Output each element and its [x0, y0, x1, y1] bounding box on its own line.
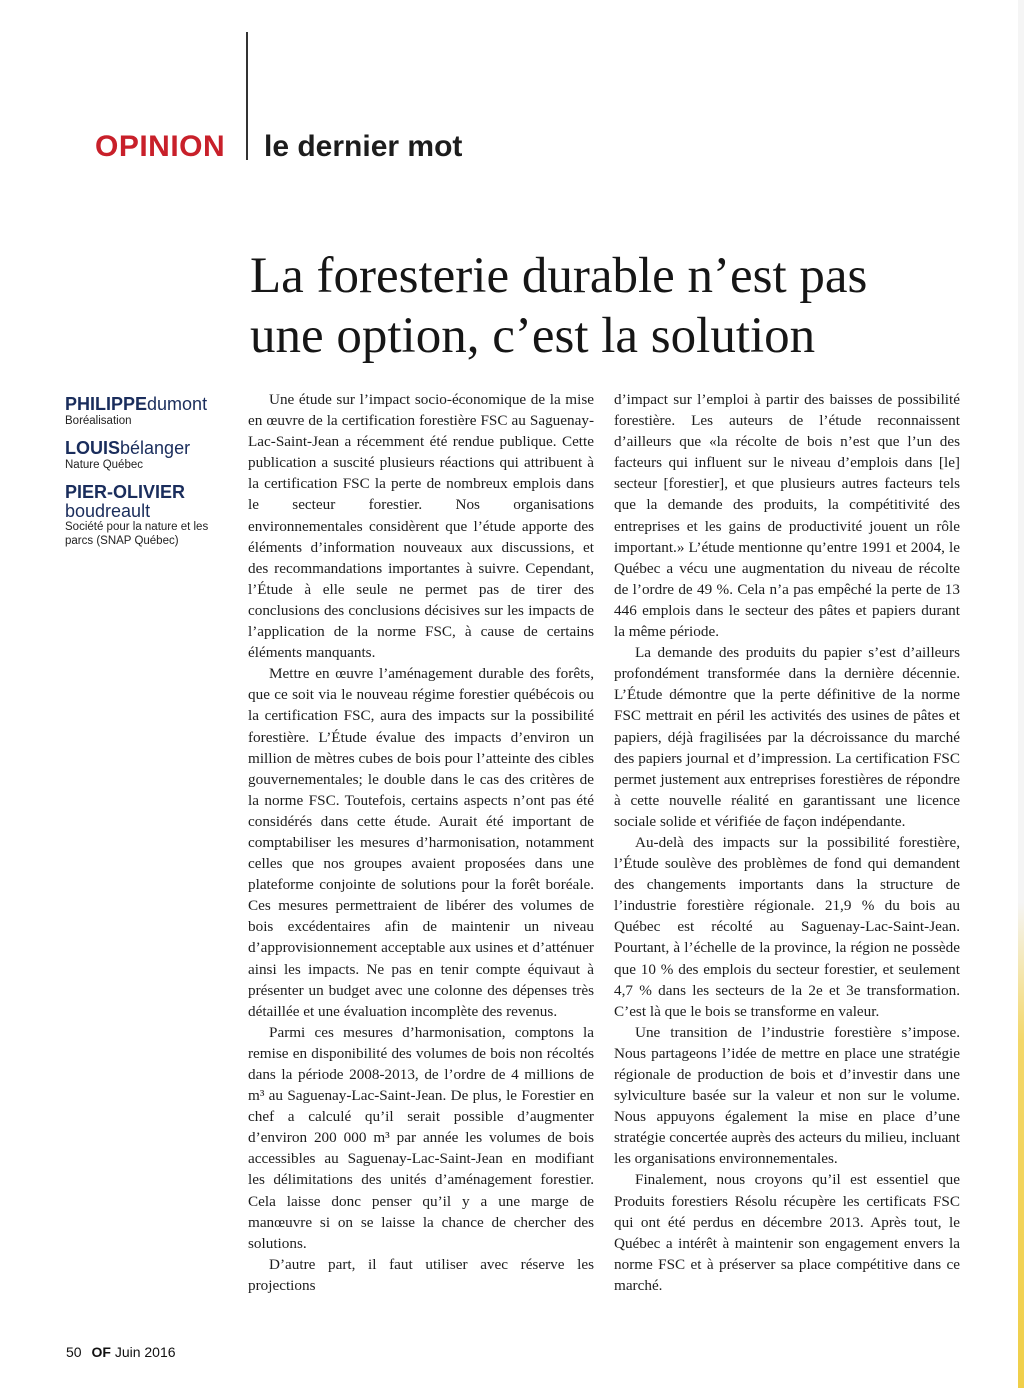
author-last-name: bélanger — [120, 438, 191, 458]
headline-line-2: une option, c’est la solution — [250, 308, 816, 364]
author-name — [65, 394, 235, 414]
author-organization: Nature Québec — [65, 459, 143, 471]
page-edge-stripe — [1018, 0, 1024, 1388]
author-first-name: LOUIS — [65, 438, 121, 458]
author-list — [65, 394, 235, 558]
article-column-2 — [614, 389, 960, 1296]
author-first-name: PHILIPPE — [65, 394, 148, 414]
magazine-name: OF — [91, 1344, 111, 1360]
author-organization: Boréalisation — [65, 415, 132, 427]
article-headline — [250, 246, 990, 366]
author-name — [65, 438, 235, 458]
author-2 — [65, 438, 235, 472]
section-label: OPINION — [95, 130, 226, 163]
author-last-name: boudreault — [65, 501, 151, 521]
issue-date: Juin 2016 — [114, 1344, 176, 1360]
paragraph: Une étude sur l’impact socio-économique de la mise en œuvre de la certification forestière FSC au Saguenay-Lac-Saint-Jean a récemment été rendue publique. Cette publication a suscité plusieurs réactions qui attribuent à la certification FSC la perte de nombreux emplois dans le secteur forestier. Nos organisations environnementales considèrent que l’étude apporte des éléments d’information nouveaux aux discussions, et des recommandations importantes à suivre. Cependant, l’Étude à elle seule ne permet pas de tirer des conclusions des conclusions décisives sur les impacts de l’application de la norme FSC, à cause de certains éléments manquants. — [248, 391, 594, 662]
paragraph: Mettre en œuvre l’aménagement durable des forêts, que ce soit via le nouveau régime forestier québécois ou la certification FSC, aura des impacts sur la possibilité forestière. L’Étude évalue des impacts d’environ un million de mètres cubes de bois pour l’atteinte des cibles gouvernementales; le double dans le cas des critères de la norme FSC. Toutefois, certains aspects n’ont pas été considérés dans cette étude. Aurait été important de comptabiliser les mesures d’harmonisation, notamment celles que nos groupes avaient proposées dans une plateforme conjointe de solutions pour la forêt boréale. Ces mesures permettraient de libérer des volumes de bois excédentaires afin de maintenir un niveau d’approvisionnement acceptable aux usines et d’atténuer ainsi les impacts. Ne pas en tenir compte équivaut à présenter un budget avec une colonne des dépenses très détaillée et une évaluation incomplète des revenus. — [248, 665, 594, 1020]
paragraph: Au-delà des impacts sur la possibilité forestière, l’Étude soulève des problèmes de fond qui demandent des changements importants dans la structure de l’industrie forestière régionale. 21,9 % du bois au Québec est récolté au Saguenay-Lac-Saint-Jean. Pourtant, à l’échelle de la province, la région ne possède que 10 % des emplois du secteur forestier, et seulement 4,7 % dans les secteurs de la 2e et 3e transformation. C’est là que le bois se transforme en valeur. — [614, 833, 960, 1020]
headline-line-1: La foresterie durable n’est pas — [250, 248, 868, 304]
author-first-name: PIER-OLIVIER — [65, 482, 186, 502]
author-last-name: dumont — [147, 394, 208, 414]
paragraph: d’impact sur l’emploi à partir des baisses de possibilité forestière. Les auteurs de l’étude reconnaissent d’ailleurs que «la récolte de bois n’est que l’un des facteurs qui influent sur le niveau d’emplois dans [le] secteur [forestier], et que plusieurs autres facteurs tels que la demande des produits, la compétitivité des entreprises et les gains de productivité jouent un rôle important.» L’étude mentionne qu’entre 1991 et 2004, le Québec a vécu une augmentation du niveau de récolte de l’ordre de 49 %. Cela n’a pas empêché la perte de 13 446 emplois dans le secteur des pâtes et papiers durant la même période. — [614, 391, 960, 641]
author-name — [65, 482, 235, 520]
paragraph: Une transition de l’industrie forestière s’impose. Nous partageons l’idée de mettre en place une stratégie régionale de production de bois et d’investir dans une sylviculture basée sur la valeur et non sur le volume. Nous appuyons également la mise en place d’une stratégie concertée auprès des acteurs du milieu, incluant les organisations environnementales. — [614, 1023, 960, 1168]
paragraph: Finalement, nous croyons qu’il est essentiel que Produits forestiers Résolu récupère les certificats FSC qui ont été perdus en décembre 2013. Après tout, le Québec a intérêt à maintenir son engagement envers la norme FSC et à préserver sa place compétitive dans ce marché. — [614, 1171, 960, 1294]
paragraph: Parmi ces mesures d’harmonisation, comptons la remise en disponibilité des volumes de bois non récoltés dans la période 2008-2013, de l’ordre de 4 millions de m³ au Saguenay-Lac-Saint-Jean. De plus, le Forestier en chef a calculé qu’il serait possible d’augmenter d’environ 200 000 m³ par année les volumes de bois accessibles au Saguenay-Lac-Saint-Jean en modifiant les délimitations des unités d’aménagement forestier. Cela laisse donc penser qu’il y a une marge de manœuvre si on se laisse la chance de chercher des solutions. — [248, 1023, 594, 1252]
page-number: 50 — [66, 1344, 82, 1360]
section-subtitle: le dernier mot — [264, 130, 463, 163]
author-1 — [65, 394, 235, 428]
author-3 — [65, 482, 235, 548]
author-organization: Société pour la nature et les parcs (SNAP Québec) — [65, 521, 209, 547]
article-column-1 — [248, 389, 594, 1296]
paragraph: D’autre part, il faut utiliser avec réserve les projections — [248, 1255, 594, 1294]
header-divider — [246, 32, 248, 160]
page-footer — [66, 1344, 176, 1360]
paragraph: La demande des produits du papier s’est d’ailleurs profondément transformée dans la dernière décennie. L’Étude démontre que la perte définitive de la norme FSC mettrait en péril les activités des usines de pâtes et papiers, déjà fragilisées par la décroissance du marché des papiers journal et d’impression. La certification FSC permet justement aux entreprises forestières de répondre à cette nouvelle réalité en garantissant une licence sociale solide et vérifiée de façon indépendante. — [614, 644, 960, 830]
